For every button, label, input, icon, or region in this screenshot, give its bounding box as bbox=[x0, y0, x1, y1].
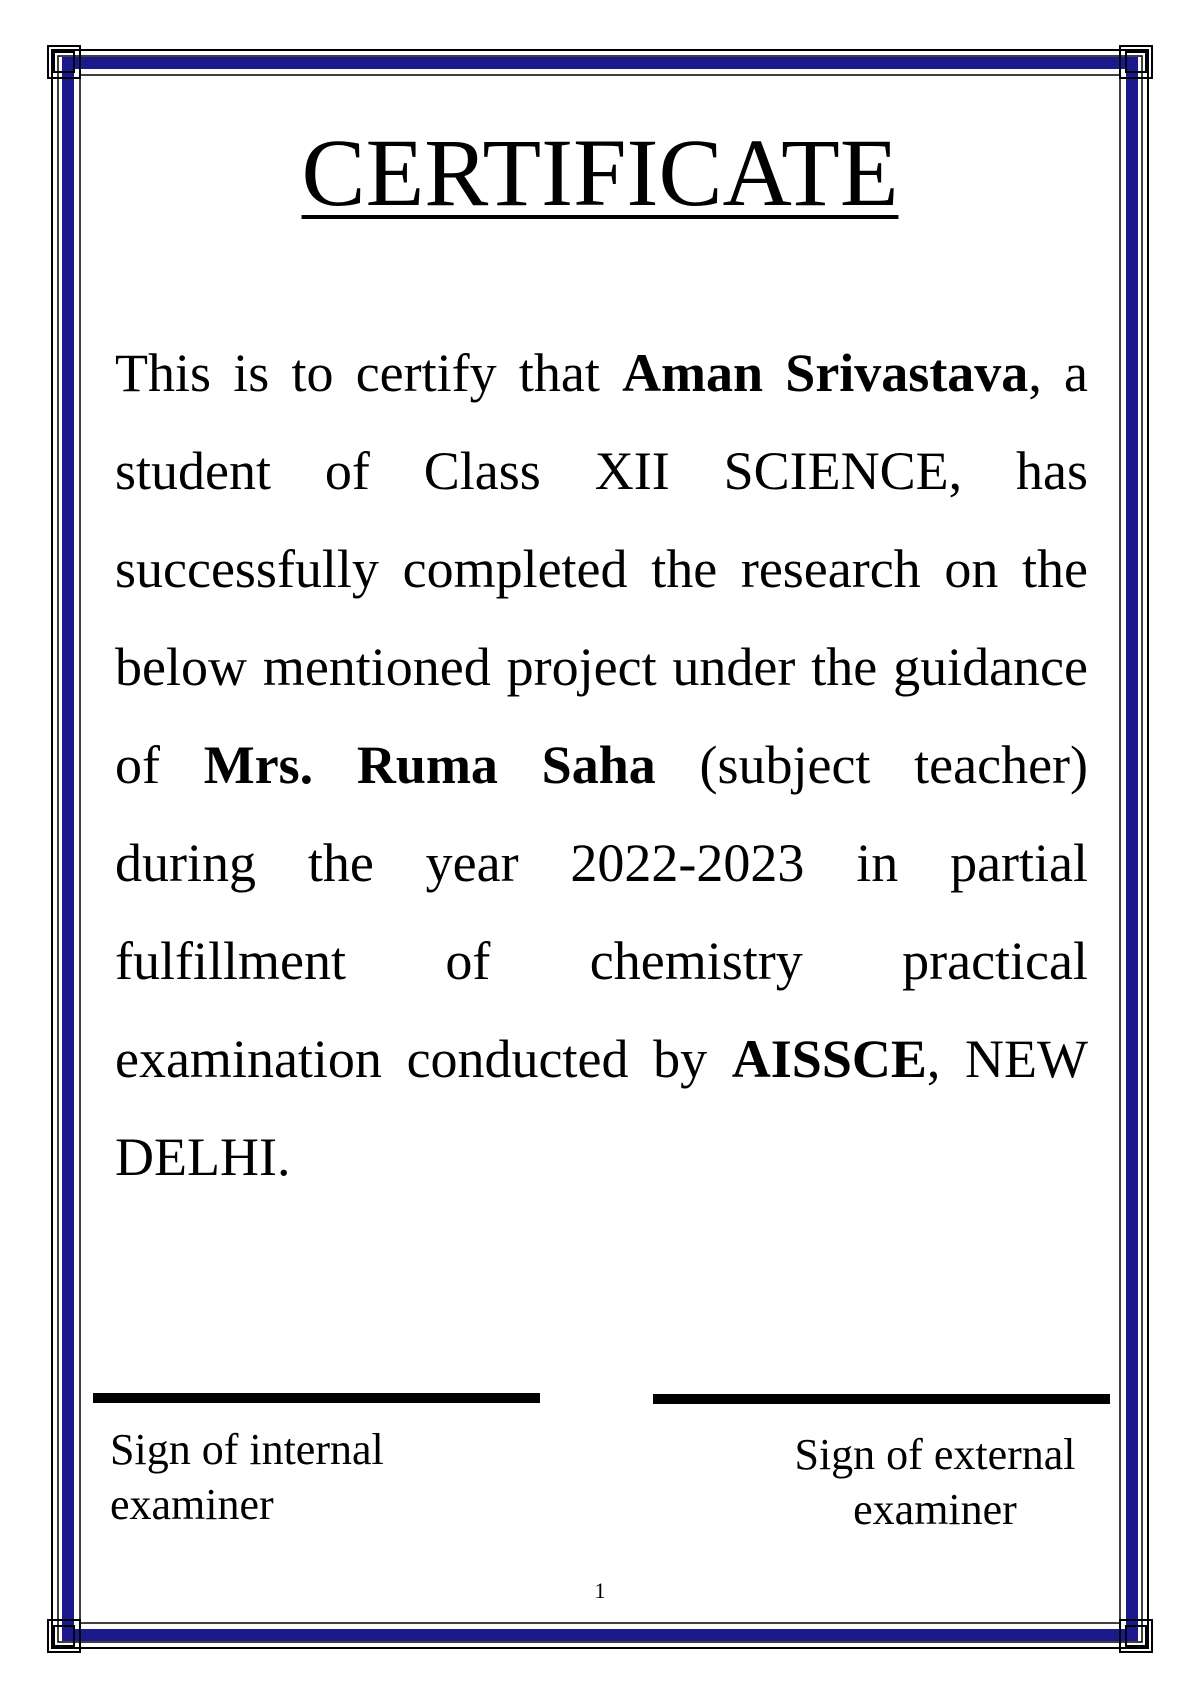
internal-signature-line bbox=[93, 1393, 540, 1403]
body-text-part: , a student of Class XII SCIENCE, has successfully completed the research on the below mentioned project under the guidance of bbox=[115, 343, 1089, 795]
internal-examiner-label bbox=[110, 1422, 384, 1532]
external-signature-line bbox=[653, 1394, 1110, 1404]
external-label-line2: examiner bbox=[853, 1485, 1017, 1534]
body-text-part: (subject teacher) during the year 2022-2023 in partial fulfillment of chemistry practical examination conducted by bbox=[115, 735, 1089, 1089]
certificate-body bbox=[115, 324, 1088, 1206]
page-number: 1 bbox=[594, 1578, 606, 1603]
external-examiner-label bbox=[770, 1427, 1100, 1537]
body-text-part: This is to certify that bbox=[115, 343, 623, 403]
internal-label-line1: Sign of internal bbox=[110, 1425, 384, 1474]
student-name: Aman Srivastava bbox=[622, 343, 1029, 403]
title-text: CERTIFICATE bbox=[301, 119, 899, 226]
internal-label-line2: examiner bbox=[110, 1480, 274, 1529]
body-text-part: , NEW DELHI. bbox=[115, 1029, 1088, 1187]
guide-name: Mrs. Ruma Saha bbox=[203, 735, 656, 795]
board-name: AISSCE bbox=[731, 1029, 927, 1089]
external-label-line1: Sign of external bbox=[794, 1430, 1076, 1479]
page-title bbox=[0, 118, 1200, 228]
